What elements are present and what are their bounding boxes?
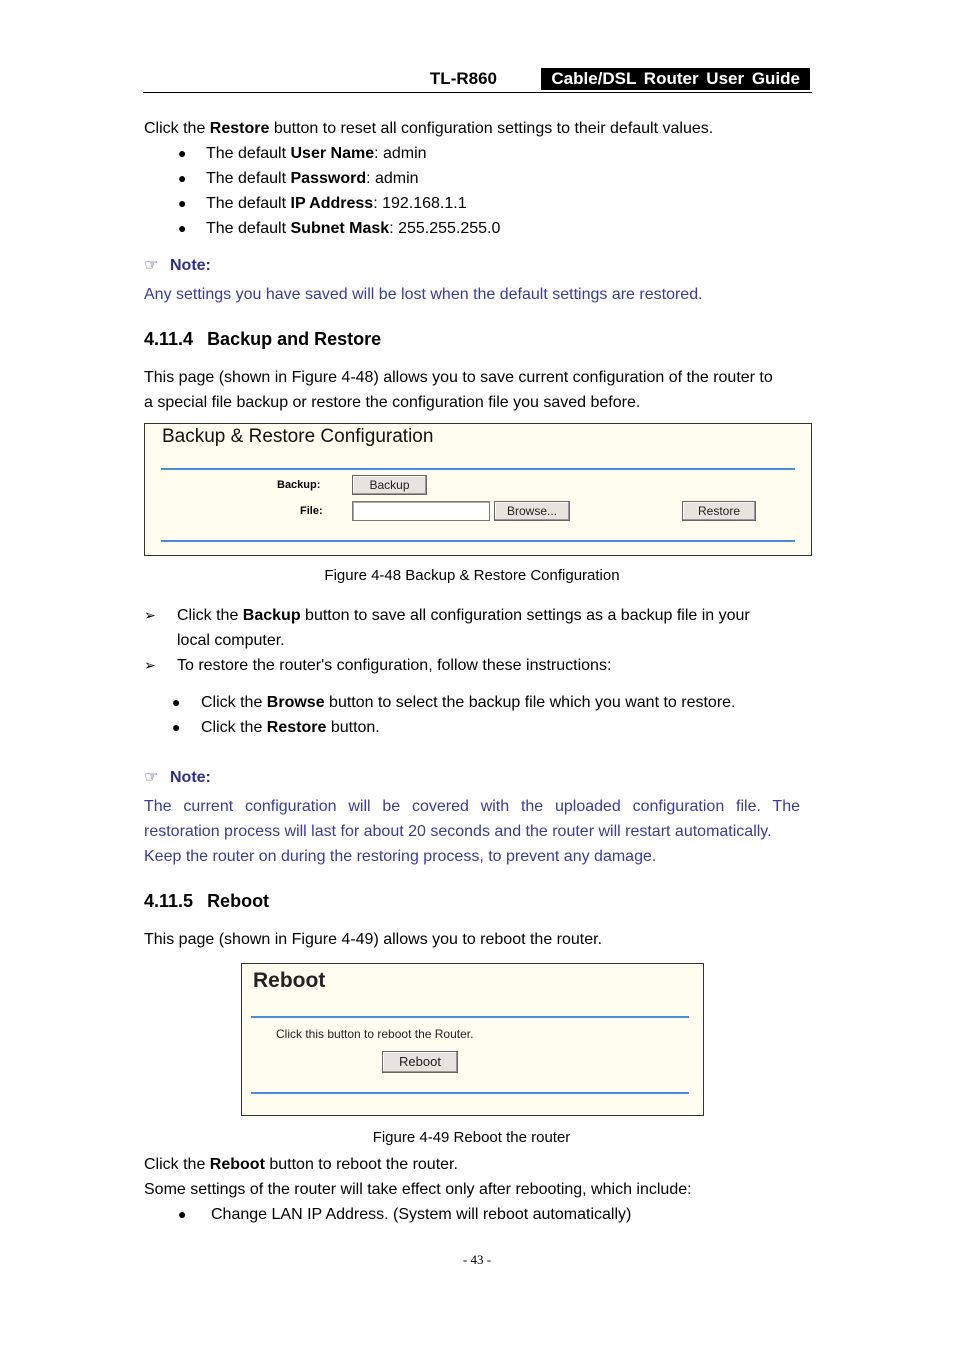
file-label: File: xyxy=(300,505,323,517)
section-description: This page (shown in Figure 4-49) allows you to reboot the router. xyxy=(144,931,603,948)
divider xyxy=(251,1016,689,1018)
list-item: ➢ Click the Backup button to save all configuration settings as a backup file in your local computer. xyxy=(144,603,804,653)
page-number: - 43 - xyxy=(462,1252,492,1267)
backup-label: Backup: xyxy=(277,479,321,491)
divider xyxy=(161,468,795,470)
header-guide-title: Cable/DSL Router User Guide xyxy=(541,68,810,90)
figure-title: Reboot xyxy=(253,969,326,992)
browse-button[interactable]: Browse... xyxy=(494,501,570,521)
list-item: ● Click the Restore button. xyxy=(172,719,380,736)
reboot-button[interactable]: Reboot xyxy=(382,1051,458,1073)
reboot-paragraph: Click the Reboot button to reboot the router. Some settings of the router will take effect only after rebooting, which include: xyxy=(144,1156,692,1198)
figure-caption: Figure 4-48 Backup & Restore Configuration xyxy=(324,567,620,584)
figure-caption: Figure 4-49 Reboot the router xyxy=(372,1129,571,1146)
list-item: ● The default Password: admin xyxy=(178,170,419,187)
backup-restore-screenshot xyxy=(144,423,812,556)
list-item: ● The default User Name: admin xyxy=(178,145,427,162)
section-description: This page (shown in Figure 4-48) allows you to save current configuration of the router to a special file backup or restore the configuration file you saved before. xyxy=(144,369,773,411)
divider xyxy=(161,540,795,542)
file-input[interactable] xyxy=(352,501,490,521)
section-heading: 4.11.5 Reboot xyxy=(144,891,270,911)
divider xyxy=(251,1092,689,1094)
list-item: ● The default Subnet Mask: 255.255.255.0 xyxy=(178,220,501,237)
arrow-bullet-icon: ➢ xyxy=(144,657,156,673)
note-text: The current configuration will be covered with the uploaded configuration file. The restoration process will last for about 20 seconds and the router will restart automatically. Keep the router on during the restoring process, to prevent any damage. xyxy=(144,798,800,865)
section-heading: 4.11.4 Backup and Restore xyxy=(144,329,382,349)
figure-title: Backup & Restore Configuration xyxy=(162,426,434,447)
reboot-screenshot xyxy=(241,963,704,1116)
pointing-hand-icon: ☞ xyxy=(144,257,159,274)
reboot-list xyxy=(178,1202,778,1227)
intro-pre: Click the xyxy=(144,120,210,137)
note-text: Any settings you have saved will be lost when the default settings are restored. xyxy=(144,286,703,303)
intro-bold: Restore xyxy=(209,120,270,137)
defaults-list xyxy=(178,141,778,241)
list-item: ● The default IP Address: 192.168.1.1 xyxy=(178,195,467,212)
list-item: ● Change LAN IP Address. (System will reboot automatically) xyxy=(178,1206,632,1223)
note-heading: ☞ Note: xyxy=(144,769,211,786)
header-model: TL-R860 xyxy=(429,69,497,88)
sub-steps-list xyxy=(172,690,792,740)
intro-post: button to reset all configuration settings to their default values. xyxy=(269,120,714,137)
steps-list xyxy=(144,603,804,678)
backup-button[interactable]: Backup xyxy=(352,475,427,495)
page-header xyxy=(143,68,812,93)
note-heading: ☞ Note: xyxy=(144,257,211,274)
reboot-instruction: Click this button to reboot the Router. xyxy=(276,1027,474,1041)
list-item: ● Click the Browse button to select the backup file which you want to restore. xyxy=(172,694,736,711)
intro-paragraph xyxy=(144,116,713,141)
list-item: ➢ To restore the router's configuration, follow these instructions: xyxy=(144,653,804,678)
pointing-hand-icon: ☞ xyxy=(144,769,159,786)
arrow-bullet-icon: ➢ xyxy=(144,607,156,623)
restore-button[interactable]: Restore xyxy=(682,501,756,521)
